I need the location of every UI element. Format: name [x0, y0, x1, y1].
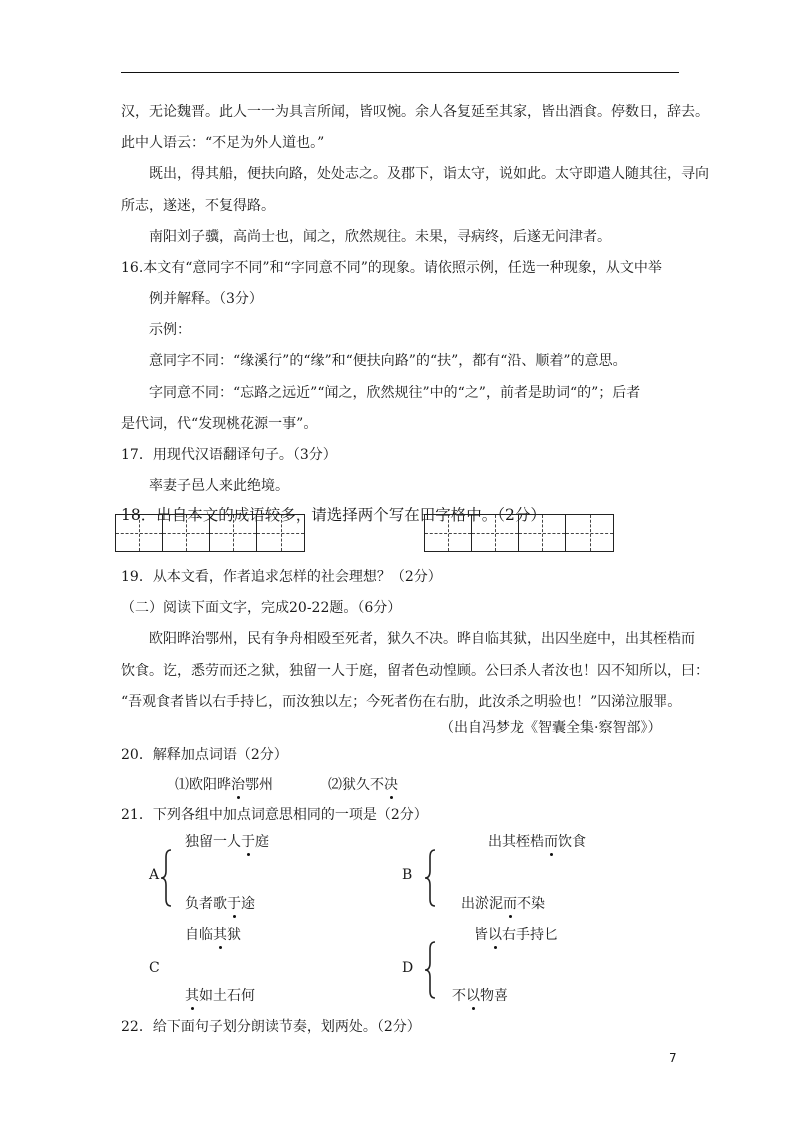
q21-option-b[interactable]: B	[402, 867, 413, 883]
tianzige-cell[interactable]	[425, 515, 472, 551]
q16-example-1: 意同字不同：“缘溪行”的“缘”和“便扶向路”的“扶”，都有“沿、顺着”的意思。	[149, 353, 627, 369]
q21-d-bottom: 不以物喜	[452, 988, 508, 1004]
page-number: 7	[669, 1051, 677, 1065]
tianzige-cell[interactable]	[257, 515, 304, 551]
emphasis-dot-word: 治	[231, 777, 245, 793]
emphasis-dot-word: 于	[241, 834, 255, 850]
section2-paragraph-line-1: 欧阳晔治鄂州，民有争舟相殴至死者，狱久不决。晔自临其狱，出囚坐庭中，出其桎梏而	[149, 631, 695, 647]
section2-paragraph-line-3: “吾观食者皆以右手持匕，而汝独以左；今死者伤在右肋，此汝杀之明验也！”囚涕泣服罪。	[121, 694, 682, 710]
q21-a-top: 独留一人于庭	[185, 834, 269, 850]
passage-line-5: 南阳刘子骥，高尚士也，闻之，欣然规往。未果，寻病终，后遂无问津者。	[149, 229, 611, 245]
emphasis-dot-word: 决	[384, 777, 398, 793]
section2-paragraph-line-2: 饮食。讫，悉劳而还之狱，独留一人于庭，留者色动惶顾。公曰杀人者汝也！囚不知所以，曰：	[121, 663, 709, 679]
q21-a-bottom: 负者歌于途	[185, 896, 255, 912]
q19-prompt: 19．从本文看，作者追求怎样的社会理想？（2分）	[121, 569, 442, 585]
emphasis-dot-word: 其	[185, 988, 199, 1004]
tianzige-grid-left[interactable]	[115, 514, 305, 552]
left-brace-icon	[424, 849, 436, 907]
q21-c-bottom: 其如土石何	[185, 988, 255, 1004]
q16-example-2a: 字同意不同：“忘路之远近”“闻之，欣然规往”中的“之”，前者是助词“的”；后者	[149, 385, 641, 401]
passage-line-4: 所志，遂迷，不复得路。	[121, 198, 275, 214]
q21-b-bottom: 出淤泥而不染	[461, 896, 545, 912]
q20-item-2: ⑵狱久不决	[328, 777, 398, 793]
q16-example-label: 示例：	[149, 322, 191, 338]
emphasis-dot-word: 而	[503, 896, 517, 912]
header-rule	[121, 72, 679, 73]
left-brace-icon	[160, 849, 172, 907]
q16-prompt-line-1: 16.本文有“意同字不同”和“字同意不同”的现象。请依照示例，任选一种现象，从文中举	[121, 260, 662, 276]
tianzige-cell[interactable]	[116, 515, 163, 551]
q21-prompt: 21．下列各组中加点词意思相同的一项是（2分）	[121, 807, 428, 823]
tianzige-cell[interactable]	[519, 515, 566, 551]
passage-line-3: 既出，得其船，便扶向路，处处志之。及郡下，诣太守，说如此。太守即遣人随其往，寻向	[149, 166, 709, 182]
q16-prompt-line-2: 例并解释。（3分）	[149, 291, 263, 307]
emphasis-dot-word: 而	[544, 834, 558, 850]
q18-prompt: 18．出自本文的成语较多，请选择两个写在田字格中。（2分）	[121, 506, 546, 524]
q17-prompt: 17．用现代汉语翻译句子。（3分）	[121, 447, 337, 463]
passage-line-2: 此中人语云：“不足为外人道也。”	[121, 135, 325, 151]
q21-option-a[interactable]: A	[149, 867, 160, 883]
tianzige-grid-right[interactable]	[424, 514, 614, 552]
q21-b-top: 出其桎梏而饮食	[488, 834, 586, 850]
left-brace-icon	[424, 941, 436, 999]
tianzige-cell[interactable]	[566, 515, 613, 551]
q21-d-top: 皆以右手持匕	[474, 927, 558, 943]
q21-option-d[interactable]: D	[402, 960, 414, 976]
q21-option-c[interactable]: C	[149, 960, 160, 976]
q17-sentence: 率妻子邑人来此绝境。	[149, 478, 289, 494]
tianzige-cell[interactable]	[210, 515, 257, 551]
emphasis-dot-word: 其	[213, 927, 227, 943]
emphasis-dot-word: 以	[488, 927, 502, 943]
emphasis-dot-word: 以	[466, 988, 480, 1004]
tianzige-cell[interactable]	[163, 515, 210, 551]
emphasis-dot-word: 于	[227, 896, 241, 912]
q22-prompt: 22．给下面句子划分朗读节奏，划两处。（2分）	[121, 1019, 421, 1035]
section2-source: （出自冯梦龙《智囊全集·察智部》）	[440, 720, 662, 736]
q20-prompt: 20．解释加点词语（2分）	[121, 747, 288, 763]
q21-c-top: 自临其狱	[185, 927, 241, 943]
passage-line-1: 汉，无论魏晋。此人一一为具言所闻，皆叹惋。余人各复延至其家，皆出酒食。停数日，辞去。	[121, 104, 709, 120]
tianzige-cell[interactable]	[472, 515, 519, 551]
q20-item-1: ⑴欧阳晔治鄂州	[175, 777, 273, 793]
q16-example-2b: 是代词，代“发现桃花源一事”。	[121, 416, 318, 432]
section2-heading: （二）阅读下面文字，完成20-22题。（6分）	[121, 600, 402, 616]
